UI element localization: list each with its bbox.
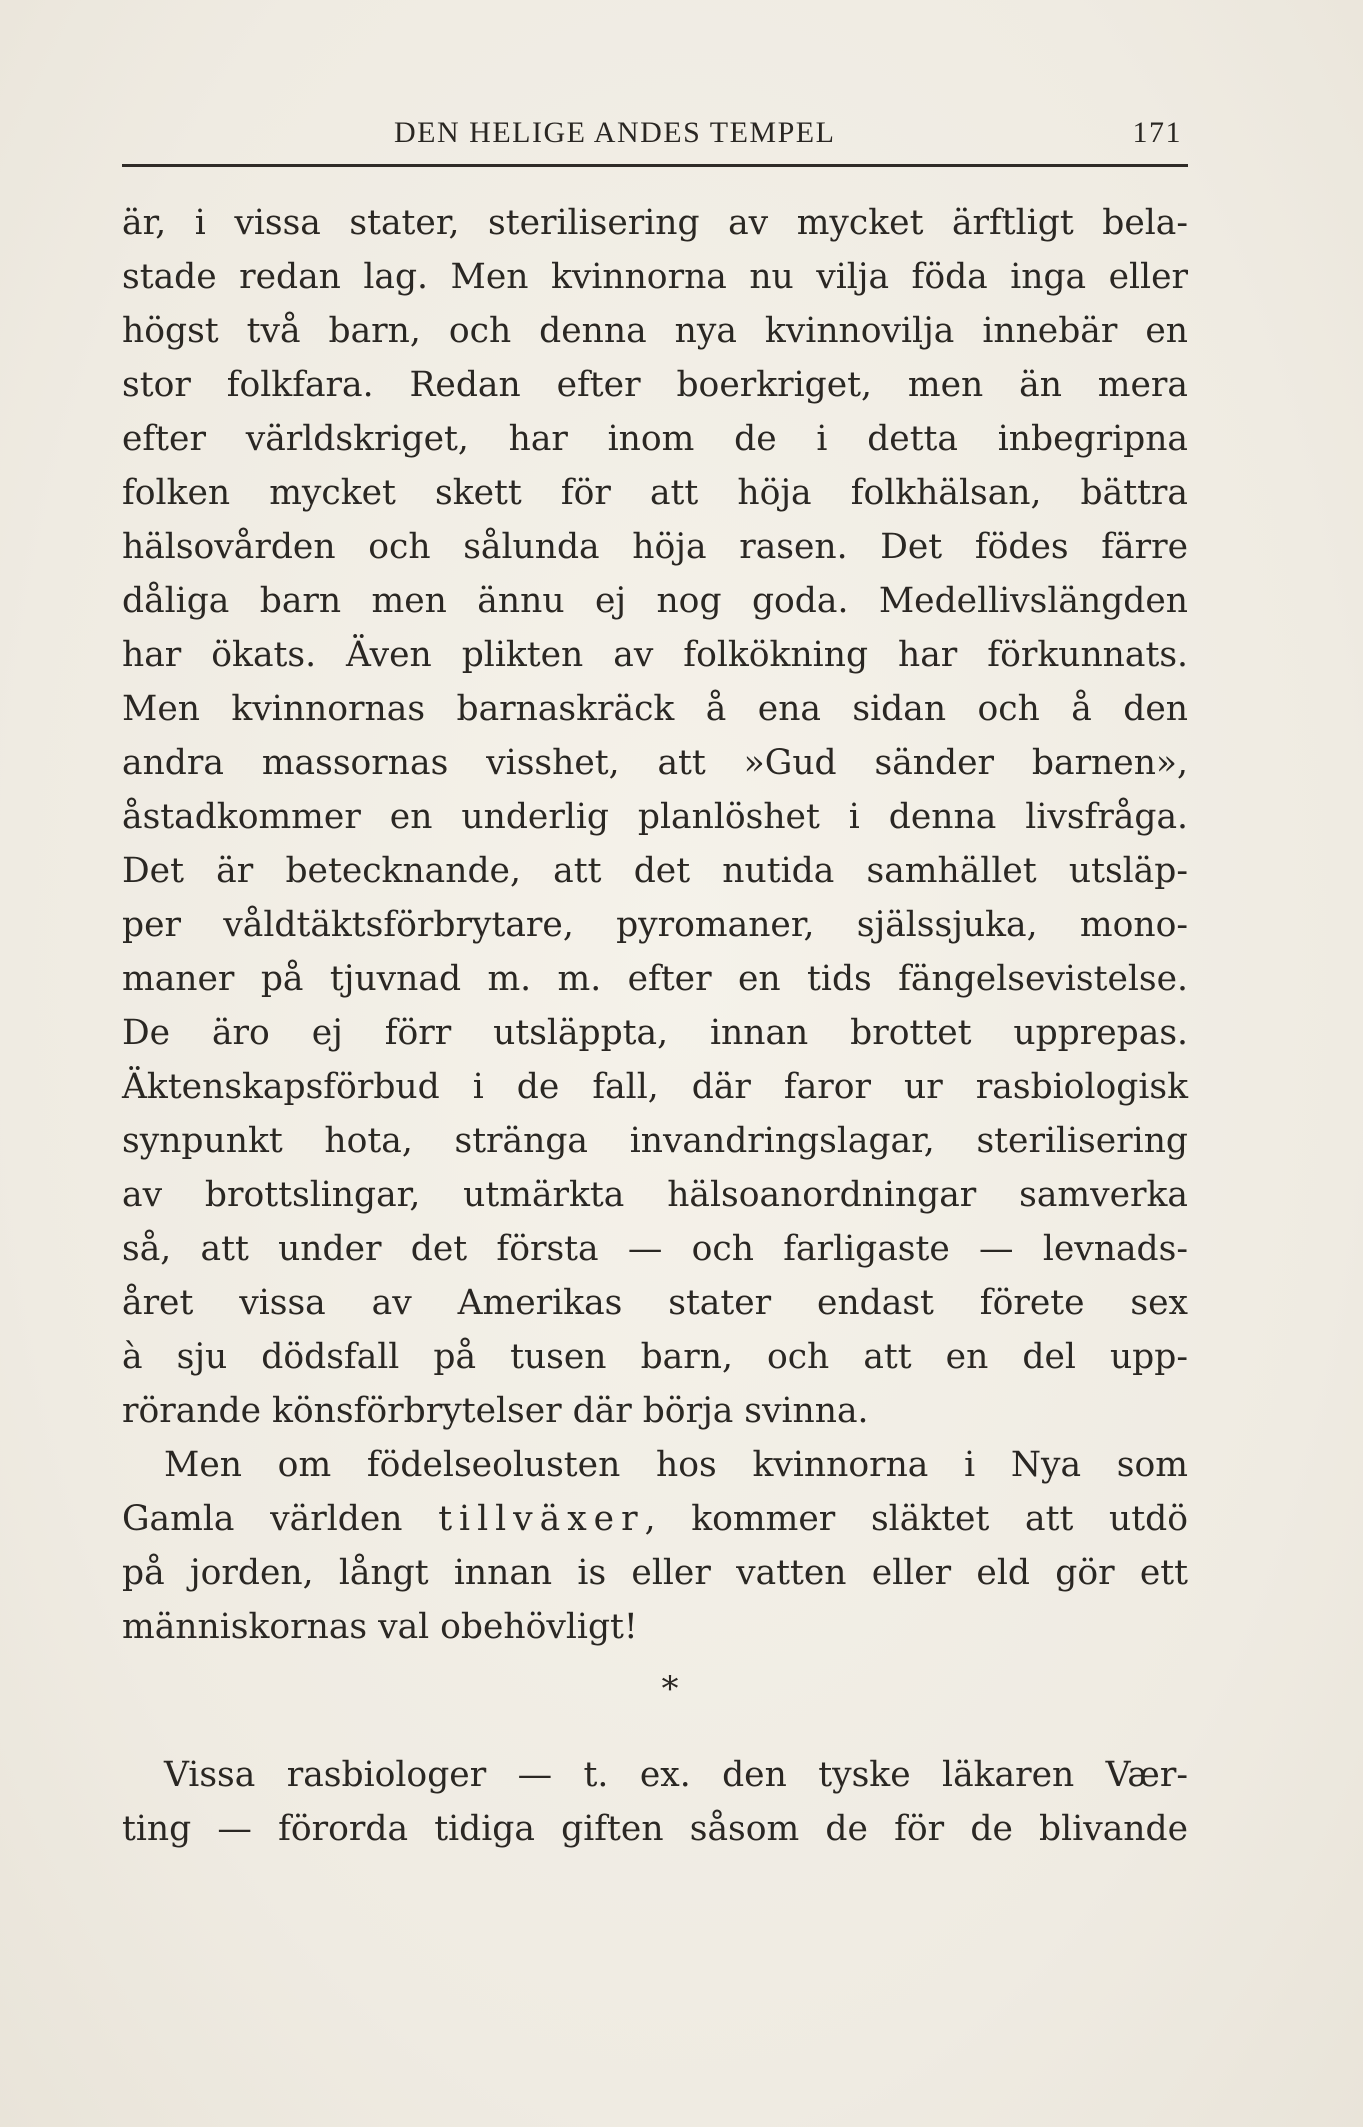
text-fragment: , kommer släktet att utdö xyxy=(644,1499,1188,1539)
text-line: efter världskriget, har inom de i detta inbegripna xyxy=(122,419,1188,459)
paragraph-3 xyxy=(122,1748,1188,1856)
section-separator: * xyxy=(661,1669,679,1709)
text-line: åstadkommer en underlig planlöshet i denna livsfråga. xyxy=(122,797,1188,837)
text-line: maner på tjuvnad m. m. efter en tids fängelsevistelse. xyxy=(122,959,1188,999)
text-line xyxy=(122,1492,1188,1546)
running-title: DEN HELIGE ANDES TEMPEL xyxy=(394,116,836,149)
emphasized-word: tillväxer xyxy=(438,1499,645,1539)
text-line: så, att under det första — och farligaste — levnads- xyxy=(122,1229,1188,1269)
text-fragment: Gamla världen xyxy=(122,1499,439,1539)
body-text xyxy=(122,196,1188,1856)
header-rule xyxy=(122,164,1188,167)
text-line: De äro ej förr utsläppta, innan brottet upprepas. xyxy=(122,1013,1188,1053)
text-line: folken mycket skett för att höja folkhälsan, bättra xyxy=(122,473,1188,513)
text-line: har ökats. Även plikten av folkökning har förkunnats. xyxy=(122,635,1188,675)
text-line: synpunkt hota, stränga invandringslagar, sterilisering xyxy=(122,1121,1188,1161)
text-line: stade redan lag. Men kvinnorna nu vilja föda inga eller xyxy=(122,257,1188,297)
text-line: rörande könsförbrytelser där börja svinna. xyxy=(122,1391,869,1431)
page-header xyxy=(122,108,1188,154)
text-line: Men om födelseolusten hos kvinnorna i Nya som xyxy=(164,1445,1188,1485)
text-line: av brottslingar, utmärkta hälsoanordningar samverka xyxy=(122,1175,1188,1215)
paragraph-1 xyxy=(122,196,1188,1438)
page-number: 171 xyxy=(1132,116,1182,149)
text-line: Men kvinnornas barnaskräck å ena sidan och å den xyxy=(122,689,1188,729)
text-line: Det är betecknande, att det nutida samhället utsläp- xyxy=(122,851,1188,891)
text-line: på jorden, långt innan is eller vatten eller eld gör ett xyxy=(122,1553,1188,1593)
text-line: högst två barn, och denna nya kvinnovilja innebär en xyxy=(122,311,1188,351)
text-line: människornas val obehövligt! xyxy=(122,1607,638,1647)
text-line: à sju dödsfall på tusen barn, och att en del upp- xyxy=(122,1337,1188,1377)
text-line: året vissa av Amerikas stater endast förete sex xyxy=(122,1283,1188,1323)
paragraph-2 xyxy=(122,1438,1188,1654)
text-line: andra massornas visshet, att »Gud sänder barnen», xyxy=(122,743,1188,783)
text-line: stor folkfara. Redan efter boerkriget, men än mera xyxy=(122,365,1188,405)
text-line: Äktenskapsförbud i de fall, där faror ur rasbiologisk xyxy=(122,1067,1188,1107)
text-line: ting — förorda tidiga giften såsom de för de blivande xyxy=(122,1809,1188,1849)
text-line: hälsovården och sålunda höja rasen. Det födes färre xyxy=(122,527,1188,567)
text-line: per våldtäktsförbrytare, pyromaner, själssjuka, mono- xyxy=(122,905,1188,945)
text-line: dåliga barn men ännu ej nog goda. Medellivslängden xyxy=(122,581,1188,621)
text-line: Vissa rasbiologer — t. ex. den tyske läkaren Vær- xyxy=(164,1755,1188,1795)
text-line: är, i vissa stater, sterilisering av mycket ärftligt bela- xyxy=(122,203,1188,243)
